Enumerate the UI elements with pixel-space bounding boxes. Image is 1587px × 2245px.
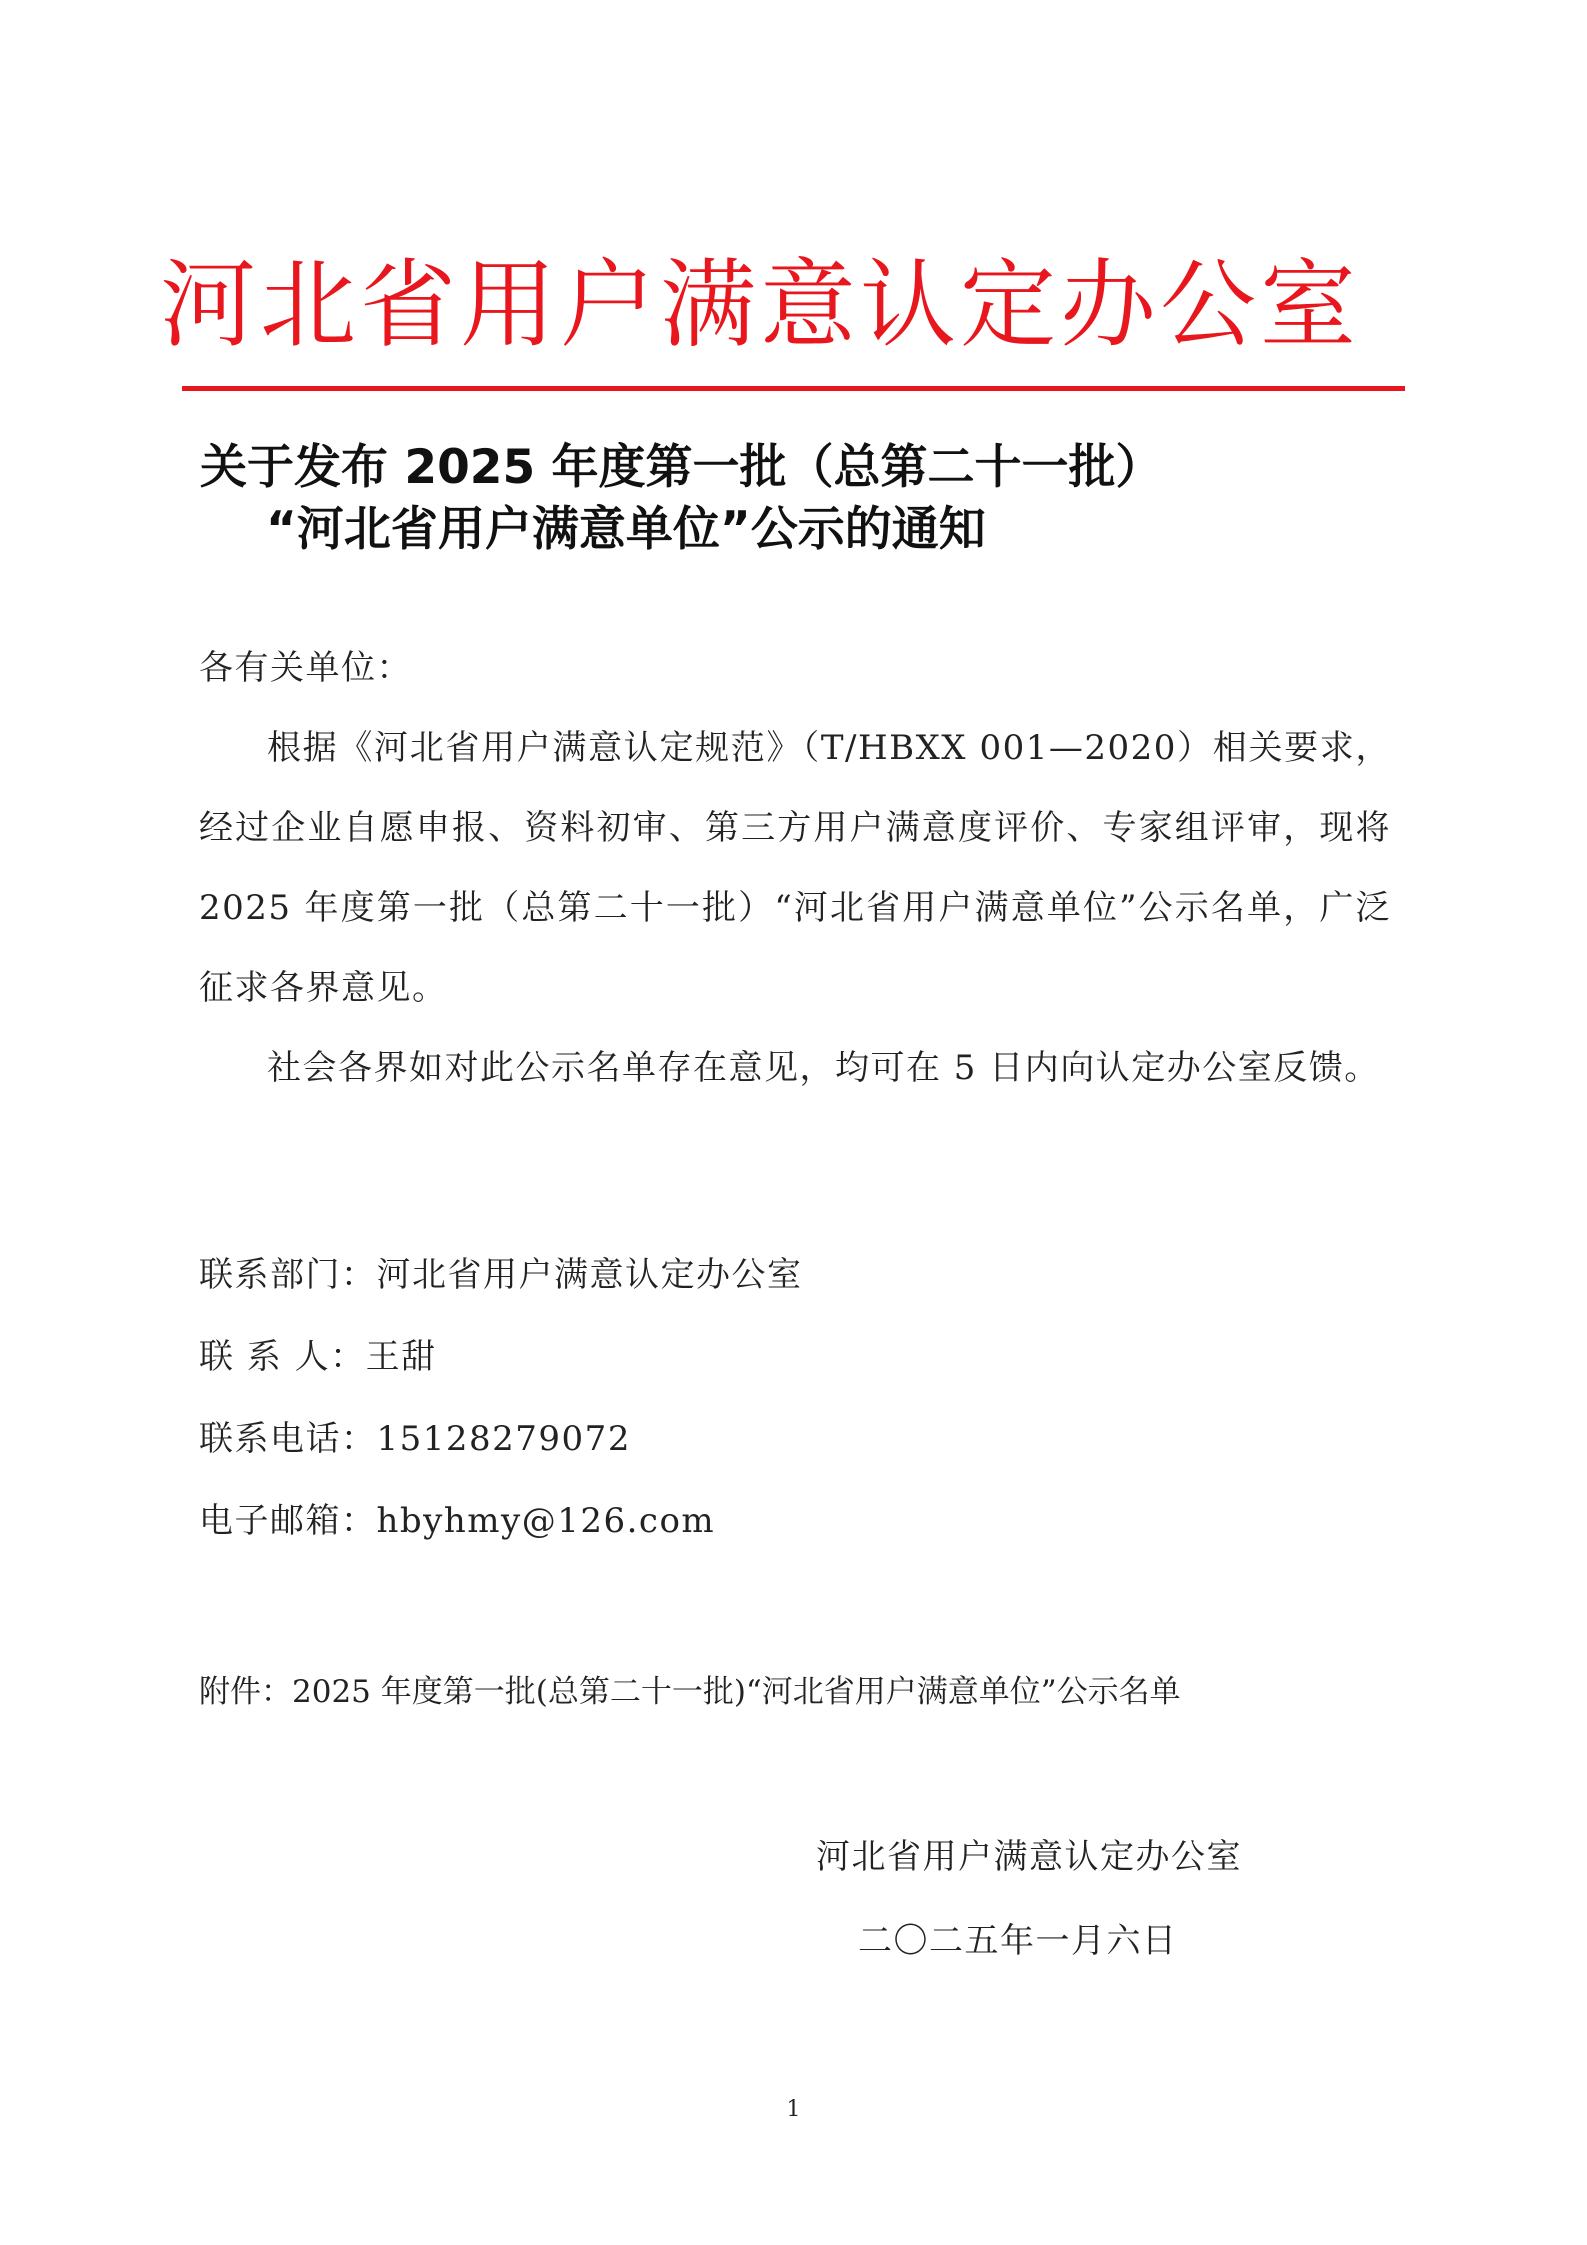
contact-email-label: 电子邮箱： [199, 1501, 377, 1541]
page-number: 1 [786, 2097, 801, 2122]
signature-date: 二〇二五年一月六日 [858, 1921, 1178, 1961]
body-paragraph-1: 根据《河北省用户满意认定规范》（T/HBXX 001—2020）相关要求，经过企业自愿申报、资料初审、第三方用户满意度评价、专家组评审，现将 2025 年度第一批（总第二十一批）“河北省用户满意单位”公示名单，广泛征求各界意见。 [199, 728, 1391, 1008]
contact-phone-row [199, 1398, 1391, 1480]
attachment-line: 附件：2025 年度第一批(总第二十一批)“河北省用户满意单位”公示名单 [199, 1674, 1181, 1710]
document-body [199, 628, 1391, 1108]
letterhead-red-rule [182, 386, 1405, 391]
contact-block [199, 1234, 1391, 1562]
contact-department-row [199, 1234, 1391, 1316]
document-title [200, 437, 1380, 561]
signature-block [816, 1815, 1376, 1983]
contact-person-value: 王甜 [365, 1337, 437, 1377]
document-title-line-1: 关于发布 2025 年度第一批（总第二十一批） [200, 440, 1163, 495]
contact-person-label: 联 系 人： [199, 1337, 366, 1377]
contact-phone-label: 联系电话： [199, 1419, 377, 1459]
document-title-line-2: “河北省用户满意单位”公示的通知 [266, 502, 986, 557]
salutation: 各有关单位： [199, 648, 412, 688]
contact-person-row [199, 1316, 1391, 1398]
signature-org: 河北省用户满意认定办公室 [816, 1837, 1242, 1877]
letterhead-org-name: 河北省用户满意认定办公室 [160, 249, 1360, 361]
contact-phone-value: 15128279072 [376, 1419, 631, 1459]
contact-department-label: 联系部门： [199, 1255, 377, 1295]
contact-email-value: hbyhmy@126.com [376, 1501, 716, 1541]
contact-department-value: 河北省用户满意认定办公室 [376, 1255, 803, 1295]
body-paragraph-2: 社会各界如对此公示名单存在意见，均可在 5 日内向认定办公室反馈。 [267, 1048, 1380, 1088]
contact-email-row [199, 1480, 1391, 1562]
